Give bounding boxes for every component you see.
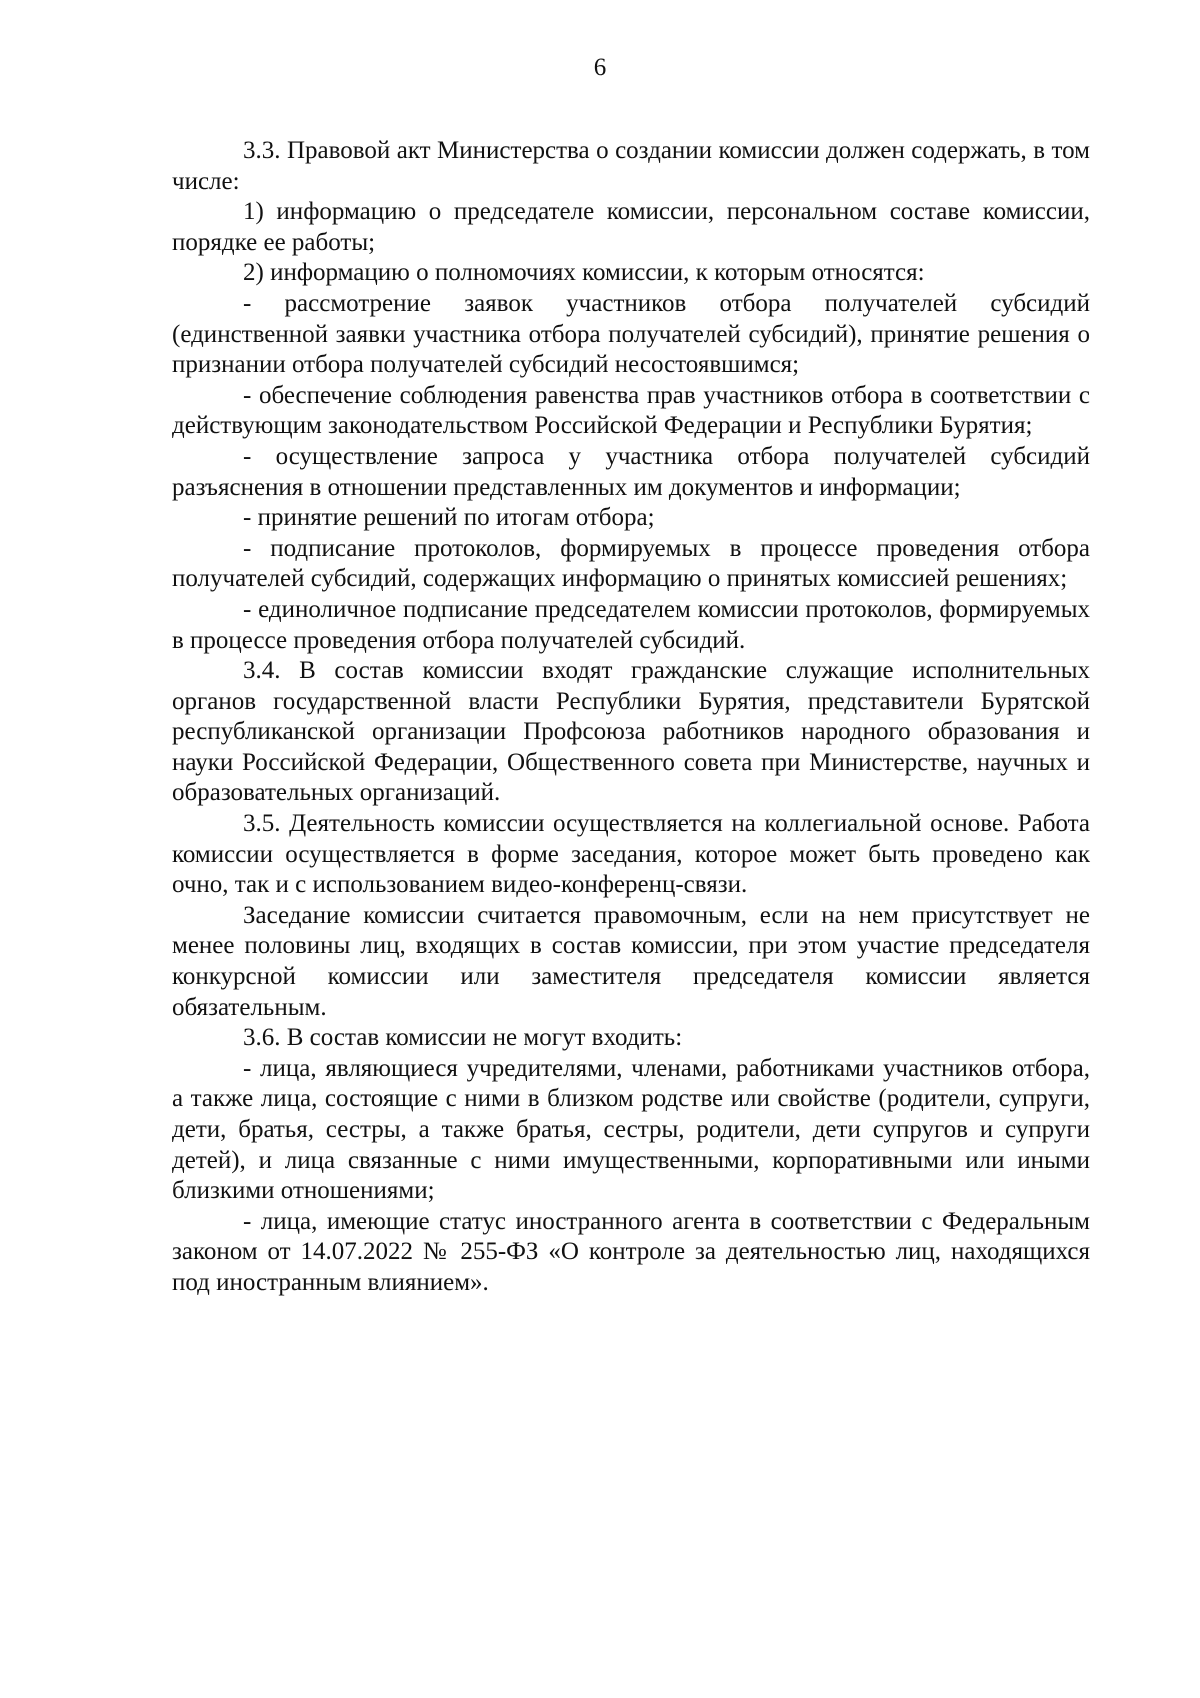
list-item-2: 2) информацию о полномочиях комиссии, к которым относятся: — [243, 259, 925, 287]
bullet-request-clarification: - осуществление запроса у участника отбора получателей субсидий разъяснения в отношении представленных им документов и информации; — [172, 442, 1090, 501]
bullet-sign-protocols: - подписание протоколов, формируемых в процессе проведения отбора получателей субсидий, содержащих информацию о принятых комиссией решениях; — [172, 534, 1090, 593]
bullet-foreign-agent: - лица, имеющие статус иностранного агента в соответствии с Федеральным законом от 14.07.2022 № 255-ФЗ «О контроле за деятельностью лиц, находящихся под иностранным влиянием». — [172, 1207, 1090, 1296]
bullet-decisions: - принятие решений по итогам отбора; — [243, 504, 655, 532]
document-body — [172, 136, 1090, 1299]
bullet-equal-rights: - обеспечение соблюдения равенства прав участников отбора в соответствии с действующим законодательством Российской Федерации и Республики Бурятия; — [172, 381, 1090, 440]
paragraph-quorum: Заседание комиссии считается правомочным, если на нем присутствует не менее половины лиц, входящих в состав комиссии, при этом участие председателя конкурсной комиссии или заместителя председателя комиссии является обязательным. — [172, 901, 1090, 1021]
paragraph-3-6: 3.6. В состав комиссии не могут входить: — [243, 1024, 683, 1052]
paragraph-3-5: 3.5. Деятельность комиссии осуществляется на коллегиальной основе. Работа комиссии осуществляется в форме заседания, которое может быть проведено как очно, так и с использованием видео-конференц-связи. — [172, 810, 1090, 899]
bullet-founders-members: - лица, являющиеся учредителями, членами, работниками участников отбора, а также лица, состоящие с ними в близком родстве или свойстве (родители, супруги, дети, братья, сестры, а также братья, сестры, родители, дети супругов и супруги детей), и лица связанные с ними имущественными, корпоративными или иными близкими отношениями; — [172, 1054, 1090, 1205]
page-number: 6 — [593, 54, 607, 81]
bullet-review-applications: - рассмотрение заявок участников отбора получателей субсидий (единственной заявки участника отбора получателей субсидий), принятие решения о признании отбора получателей субсидий несостоявшимся; — [172, 289, 1090, 379]
paragraph-3-4: 3.4. В состав комиссии входят гражданские служащие исполнительных органов государственной власти Республики Бурятия, представители Бурятской республиканской организации Профсоюза работников народного образования и науки Российской Федерации, Общественного совета при Министерстве, научных и образовательных организаций. — [172, 657, 1090, 807]
paragraph-3-3: 3.3. Правовой акт Министерства о создании комиссии должен содержать, в том числе: — [172, 137, 1090, 195]
bullet-sole-signing: - единоличное подписание председателем комиссии протоколов, формируемых в процессе проведения отбора получателей субсидий. — [172, 595, 1090, 654]
list-item-1: 1) информацию о председателе комиссии, персональном составе комиссии, порядке ее работы; — [172, 198, 1090, 256]
